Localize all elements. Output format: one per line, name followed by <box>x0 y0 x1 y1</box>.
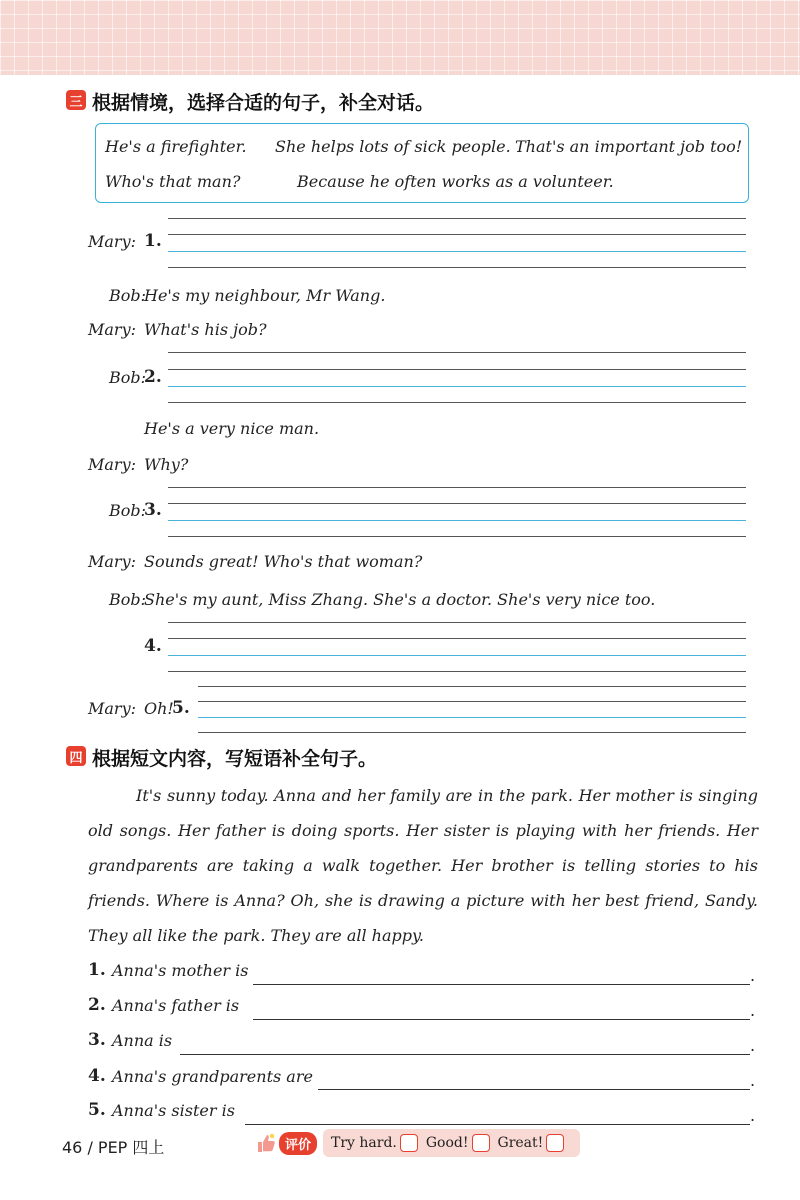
speaker-bob: Bob: <box>109 501 147 520</box>
blank-number-1: 1. <box>144 231 162 251</box>
speaker-bob: Bob: <box>109 286 147 305</box>
dialogue-line: Sounds great! Who's that woman? <box>144 552 423 571</box>
question-number-4: 4. <box>88 1066 106 1086</box>
self-evaluation <box>255 1127 580 1159</box>
option-3: That's an important job too! <box>515 137 743 156</box>
question-number-2: 2. <box>88 995 106 1015</box>
period: . <box>750 1036 756 1055</box>
try-hard-checkbox[interactable] <box>400 1134 418 1152</box>
blank-number-2: 2. <box>144 367 162 387</box>
answer-line-3[interactable] <box>168 520 746 521</box>
speaker-mary: Mary: <box>88 232 136 251</box>
question-text-3: Anna is <box>112 1031 173 1050</box>
question-number-5: 5. <box>88 1100 106 1120</box>
dialogue-line: Why? <box>144 455 189 474</box>
good-checkbox[interactable] <box>472 1134 490 1152</box>
option-great-label: Great! <box>497 1135 544 1151</box>
answer-line-q4[interactable] <box>318 1089 750 1090</box>
option-try-hard-label: Try hard. <box>331 1135 397 1151</box>
option-5: Because he often works as a volunteer. <box>297 172 614 191</box>
writing-line <box>168 638 746 639</box>
answer-line-1[interactable] <box>168 251 746 252</box>
answer-line-q5[interactable] <box>245 1124 750 1125</box>
writing-line <box>168 369 746 370</box>
evaluation-label: 评价 <box>279 1132 317 1155</box>
speaker-bob: Bob: <box>109 368 147 387</box>
page-number: 46 / PEP 四上 <box>62 1138 165 1157</box>
writing-line <box>168 671 746 672</box>
question-number-1: 1. <box>88 960 106 980</box>
header-band <box>0 0 800 75</box>
writing-line <box>168 402 746 403</box>
thumbs-up-icon <box>255 1132 277 1154</box>
writing-line <box>168 622 746 623</box>
answer-line-4[interactable] <box>168 655 746 656</box>
writing-line <box>168 267 746 268</box>
section-3-badge: 三 <box>66 90 86 110</box>
period: . <box>750 966 756 985</box>
reading-passage: It's sunny today. Anna and her family are in the park. Her mother is singing old songs. Her father is doing sports. Her sister is playing with her friends. Her grandparents are taking a walk together. Her brother is telling stories to his friends. Where is Anna? Oh, she is drawing a picture with her best friend, Sandy. They all like the park. They are all happy. <box>88 786 758 945</box>
blank-number-5: 5. <box>172 698 190 718</box>
section-3-title: 根据情境，选择合适的句子，补全对话。 <box>92 92 435 114</box>
options-box <box>95 123 749 203</box>
speaker-bob: Bob: <box>109 590 147 609</box>
writing-line <box>168 352 746 353</box>
dialogue-line: What's his job? <box>144 320 267 339</box>
writing-line <box>198 701 746 702</box>
question-number-3: 3. <box>88 1030 106 1050</box>
speaker-mary: Mary: <box>88 320 136 339</box>
question-text-1: Anna's mother is <box>112 961 249 980</box>
speaker-mary: Mary: <box>88 699 136 718</box>
blank-number-3: 3. <box>144 500 162 520</box>
option-4: Who's that man? <box>105 172 241 191</box>
question-text-5: Anna's sister is <box>112 1101 235 1120</box>
writing-line <box>168 503 746 504</box>
blank-number-4: 4. <box>144 636 162 656</box>
period: . <box>750 1001 756 1020</box>
answer-line-2[interactable] <box>168 386 746 387</box>
answer-line-q1[interactable] <box>253 984 750 985</box>
writing-line <box>198 732 746 733</box>
option-1: He's a firefighter. <box>105 137 247 156</box>
writing-line <box>168 487 746 488</box>
writing-line <box>198 686 746 687</box>
option-good-label: Good! <box>425 1135 469 1151</box>
writing-line <box>168 218 746 219</box>
speaker-mary: Mary: <box>88 455 136 474</box>
section-4-title: 根据短文内容，写短语补全句子。 <box>92 748 378 770</box>
speaker-mary: Mary: <box>88 552 136 571</box>
dialogue-line: Oh! <box>144 699 174 718</box>
answer-line-q2[interactable] <box>253 1019 750 1020</box>
great-checkbox[interactable] <box>546 1134 564 1152</box>
answer-line-q3[interactable] <box>180 1054 750 1055</box>
writing-line <box>168 536 746 537</box>
dialogue-line: He's a very nice man. <box>144 419 320 438</box>
period: . <box>750 1071 756 1090</box>
option-2: She helps lots of sick people. <box>275 137 511 156</box>
dialogue-line: He's my neighbour, Mr Wang. <box>144 286 386 305</box>
evaluation-options <box>323 1129 580 1157</box>
writing-line <box>168 234 746 235</box>
period: . <box>750 1106 756 1125</box>
question-text-2: Anna's father is <box>112 996 240 1015</box>
answer-line-5[interactable] <box>198 717 746 718</box>
question-text-4: Anna's grandparents are <box>112 1067 313 1086</box>
dialogue-line: She's my aunt, Miss Zhang. She's a doctor. She's very nice too. <box>144 590 656 609</box>
section-4-badge: 四 <box>66 746 86 766</box>
